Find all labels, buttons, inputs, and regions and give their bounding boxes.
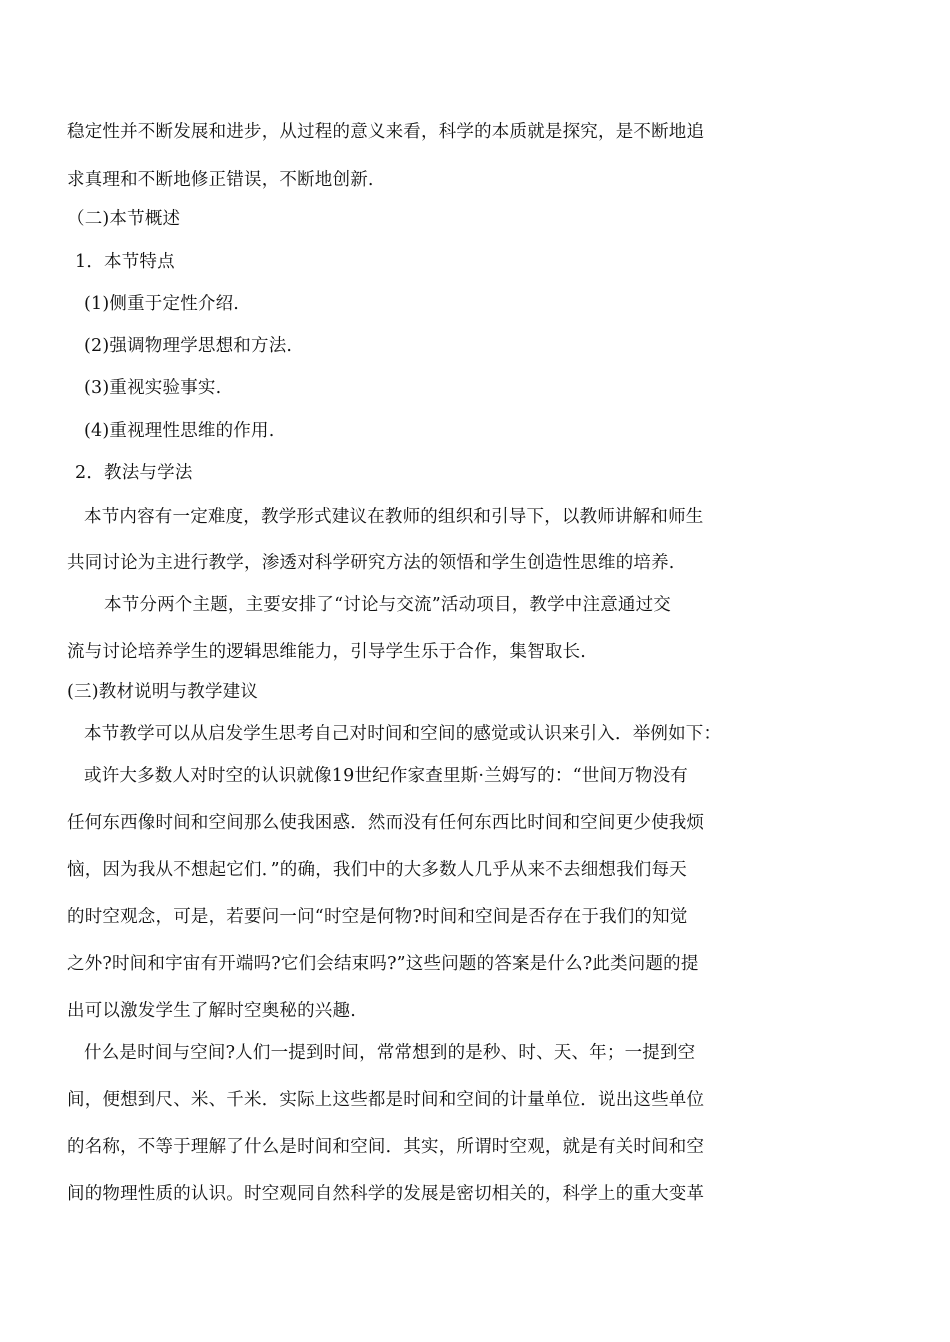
text-line: 共同讨论为主进行教学，渗透对科学研究方法的领悟和学生创造性思维的培养.: [67, 553, 675, 573]
text-line: 任何东西像时间和空间那么使我困惑．然而没有任何东西比时间和空间更少使我烦: [67, 813, 705, 833]
text-line: 什么是时间与空间?人们一提到时间，常常想到的是秒、时、天、年；一提到空: [84, 1043, 696, 1063]
text-line: 的名称，不等于理解了什么是时间和空间．其实，所谓时空观，就是有关时间和空: [67, 1137, 705, 1157]
text-line: 的时空观念，可是，若要问一问“时空是何物?时间和空间是否存在于我们的知觉: [67, 907, 688, 927]
list-item: (4)重视理性思维的作用.: [84, 421, 275, 441]
text-line: 本节分两个主题，主要安排了“讨论与交流”活动项目，教学中注意通过交: [104, 595, 671, 615]
subsection-heading: 1．本节特点: [75, 252, 175, 272]
text-line: 间的物理性质的认识。时空观同自然科学的发展是密切相关的，科学上的重大变革: [67, 1184, 705, 1204]
list-item: (1)侧重于定性介绍.: [84, 294, 240, 314]
text-line: 出可以激发学生了解时空奥秘的兴趣.: [67, 1001, 356, 1021]
text-line: 求真理和不断地修正错误，不断地创新.: [67, 170, 374, 190]
section-heading: （二)本节概述: [67, 209, 181, 229]
text-line: 本节教学可以从启发学生思考自己对时间和空间的感觉或认识来引入．举例如下：: [84, 724, 722, 744]
text-line: 恼，因为我从不想起它们．”的确，我们中的大多数人几乎从来不去细想我们每天: [67, 860, 687, 880]
list-item: (2)强调物理学思想和方法.: [84, 336, 293, 356]
list-item: (3)重视实验事实.: [84, 378, 222, 398]
section-heading: (三)教材说明与教学建议: [67, 682, 259, 702]
text-line: 本节内容有一定难度，教学形式建议在教师的组织和引导下，以教师讲解和师生: [84, 507, 704, 527]
text-line: 稳定性并不断发展和进步，从过程的意义来看，科学的本质就是探究，是不断地追: [67, 122, 705, 142]
text-line: 流与讨论培养学生的逻辑思维能力，引导学生乐于合作，集智取长.: [67, 642, 587, 662]
subsection-heading: 2．教法与学法: [75, 463, 193, 483]
text-line: 或许大多数人对时空的认识就像19世纪作家查里斯·兰姆写的：“世间万物没有: [84, 766, 688, 786]
text-line: 之外?时间和宇宙有开端吗?它们会结束吗?”这些问题的答案是什么?此类问题的提: [67, 954, 699, 974]
text-line: 间，便想到尺、米、千米．实际上这些都是时间和空间的计量单位．说出这些单位: [67, 1090, 705, 1110]
